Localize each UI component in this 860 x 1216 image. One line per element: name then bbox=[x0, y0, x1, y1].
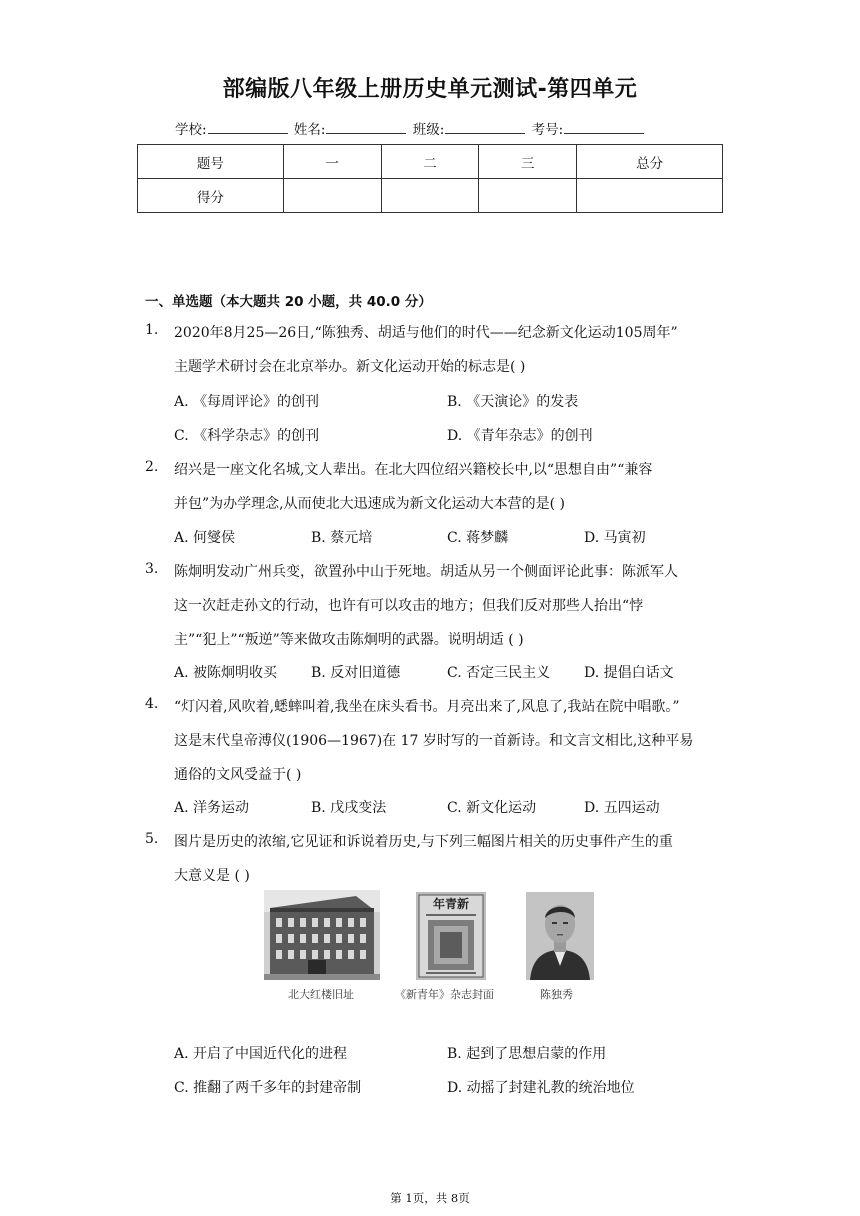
question-text-line: 这一次赶走孙文的行动，也许有可以攻击的地方；但我们反对那些人抬出“悖 bbox=[174, 598, 644, 614]
question-text-line: 并包”为办学理念,从而使北大迅速成为新文化运动大本营的是( ) bbox=[174, 496, 565, 512]
option-a[interactable]: A. 何燮侯 bbox=[174, 530, 236, 546]
chen-duxiu-portrait-photo bbox=[526, 892, 594, 980]
question-number: 5. bbox=[145, 831, 159, 847]
class-label: 班级: bbox=[412, 122, 445, 138]
score-table bbox=[137, 144, 723, 213]
option-d[interactable]: D. 《青年杂志》的创刊 bbox=[447, 428, 593, 444]
option-a[interactable]: A. 《每周评论》的创刊 bbox=[174, 394, 320, 410]
magazine-title-text: 年青新 bbox=[432, 897, 470, 911]
option-a[interactable]: A. 被陈炯明收买 bbox=[174, 665, 278, 681]
table-cell: 一 bbox=[283, 145, 381, 179]
question-text-line: 陈炯明发动广州兵变，欲置孙中山于死地。胡适从另一个侧面评论此事：陈派军人 bbox=[174, 564, 678, 580]
table-cell[interactable] bbox=[577, 179, 723, 213]
option-d[interactable]: D. 五四运动 bbox=[584, 800, 660, 816]
question-number: 1. bbox=[145, 322, 159, 338]
question-number: 3. bbox=[145, 561, 159, 577]
table-cell: 二 bbox=[381, 145, 479, 179]
school-label: 学校: bbox=[175, 122, 207, 138]
figure-caption: 北大红楼旧址 bbox=[288, 988, 354, 1001]
exam-number-label: 考号: bbox=[531, 122, 564, 138]
option-c[interactable]: C. 《科学杂志》的创刊 bbox=[174, 428, 320, 444]
option-b[interactable]: B. 戊戌变法 bbox=[311, 800, 387, 816]
page-title: 部编版八年级上册历史单元测试-第四单元 bbox=[222, 77, 638, 102]
question-text-line: 图片是历史的浓缩,它见证和诉说着历史,与下列三幅图片相关的历史事件产生的重 bbox=[174, 834, 673, 850]
question-text-line: 这是末代皇帝溥仪(1906—1967)在 17 岁时写的一首新诗。和文言文相比,这种平易 bbox=[174, 733, 694, 749]
question-text-line: 2020年8月25—26日,“陈独秀、胡适与他们的时代——纪念新文化运动105周年” bbox=[174, 325, 678, 341]
table-cell[interactable] bbox=[283, 179, 381, 213]
option-b[interactable]: B. 起到了思想启蒙的作用 bbox=[447, 1046, 607, 1062]
score-table-score-row bbox=[138, 179, 723, 213]
figure-caption: 《新青年》杂志封面 bbox=[395, 988, 494, 1001]
option-b[interactable]: B. 《天演论》的发表 bbox=[447, 394, 579, 410]
section-heading: 一、单选题（本大题共 20 小题，共 40.0 分） bbox=[145, 294, 432, 310]
table-cell: 得分 bbox=[138, 179, 284, 213]
option-d[interactable]: D. 动摇了封建礼教的统治地位 bbox=[447, 1080, 635, 1096]
name-label: 姓名: bbox=[293, 122, 326, 138]
option-a[interactable]: A. 洋务运动 bbox=[174, 800, 250, 816]
question-number: 4. bbox=[145, 696, 159, 712]
school-blank[interactable] bbox=[208, 120, 288, 134]
score-table-header-row bbox=[138, 145, 723, 179]
page-footer: 第 1页，共 8页 bbox=[390, 1191, 470, 1205]
question-5-figures bbox=[264, 890, 604, 1010]
question-text-line: “灯闪着,风吹着,蟋蟀叫着,我坐在床头看书。月亮出来了,风息了,我站在院中唱歌。” bbox=[174, 699, 680, 715]
new-youth-magazine-cover-image bbox=[416, 892, 486, 980]
question-text-line: 通俗的文风受益于( ) bbox=[174, 767, 302, 783]
student-info-line bbox=[175, 118, 646, 138]
name-blank[interactable] bbox=[326, 120, 406, 134]
option-c[interactable]: C. 否定三民主义 bbox=[447, 665, 551, 681]
option-c[interactable]: C. 新文化运动 bbox=[447, 800, 537, 816]
option-d[interactable]: D. 提倡白话文 bbox=[584, 665, 674, 681]
option-c[interactable]: C. 蒋梦麟 bbox=[447, 530, 509, 546]
table-cell[interactable] bbox=[381, 179, 479, 213]
option-d[interactable]: D. 马寅初 bbox=[584, 530, 646, 546]
table-cell: 三 bbox=[479, 145, 577, 179]
question-text-line: 绍兴是一座文化名城,文人辈出。在北大四位绍兴籍校长中,以“思想自由”“兼容 bbox=[174, 462, 653, 478]
question-text-line: 大意义是 ( ) bbox=[174, 868, 250, 884]
question-text-line: 主题学术研讨会在北京举办。新文化运动开始的标志是( ) bbox=[174, 359, 526, 375]
option-b[interactable]: B. 蔡元培 bbox=[311, 530, 373, 546]
table-cell: 总分 bbox=[577, 145, 723, 179]
figure-caption: 陈独秀 bbox=[540, 988, 573, 1001]
option-c[interactable]: C. 推翻了两千多年的封建帝制 bbox=[174, 1080, 362, 1096]
peking-university-red-building-photo bbox=[264, 890, 380, 980]
table-cell[interactable] bbox=[479, 179, 577, 213]
question-number: 2. bbox=[145, 459, 159, 475]
class-blank[interactable] bbox=[445, 120, 525, 134]
option-a[interactable]: A. 开启了中国近代化的进程 bbox=[174, 1046, 348, 1062]
exam-number-blank[interactable] bbox=[564, 120, 644, 134]
table-cell: 题号 bbox=[138, 145, 284, 179]
question-text-line: 主”“犯上”“叛逆”等来做攻击陈炯明的武器。说明胡适 ( ) bbox=[174, 632, 524, 648]
option-b[interactable]: B. 反对旧道德 bbox=[311, 665, 401, 681]
